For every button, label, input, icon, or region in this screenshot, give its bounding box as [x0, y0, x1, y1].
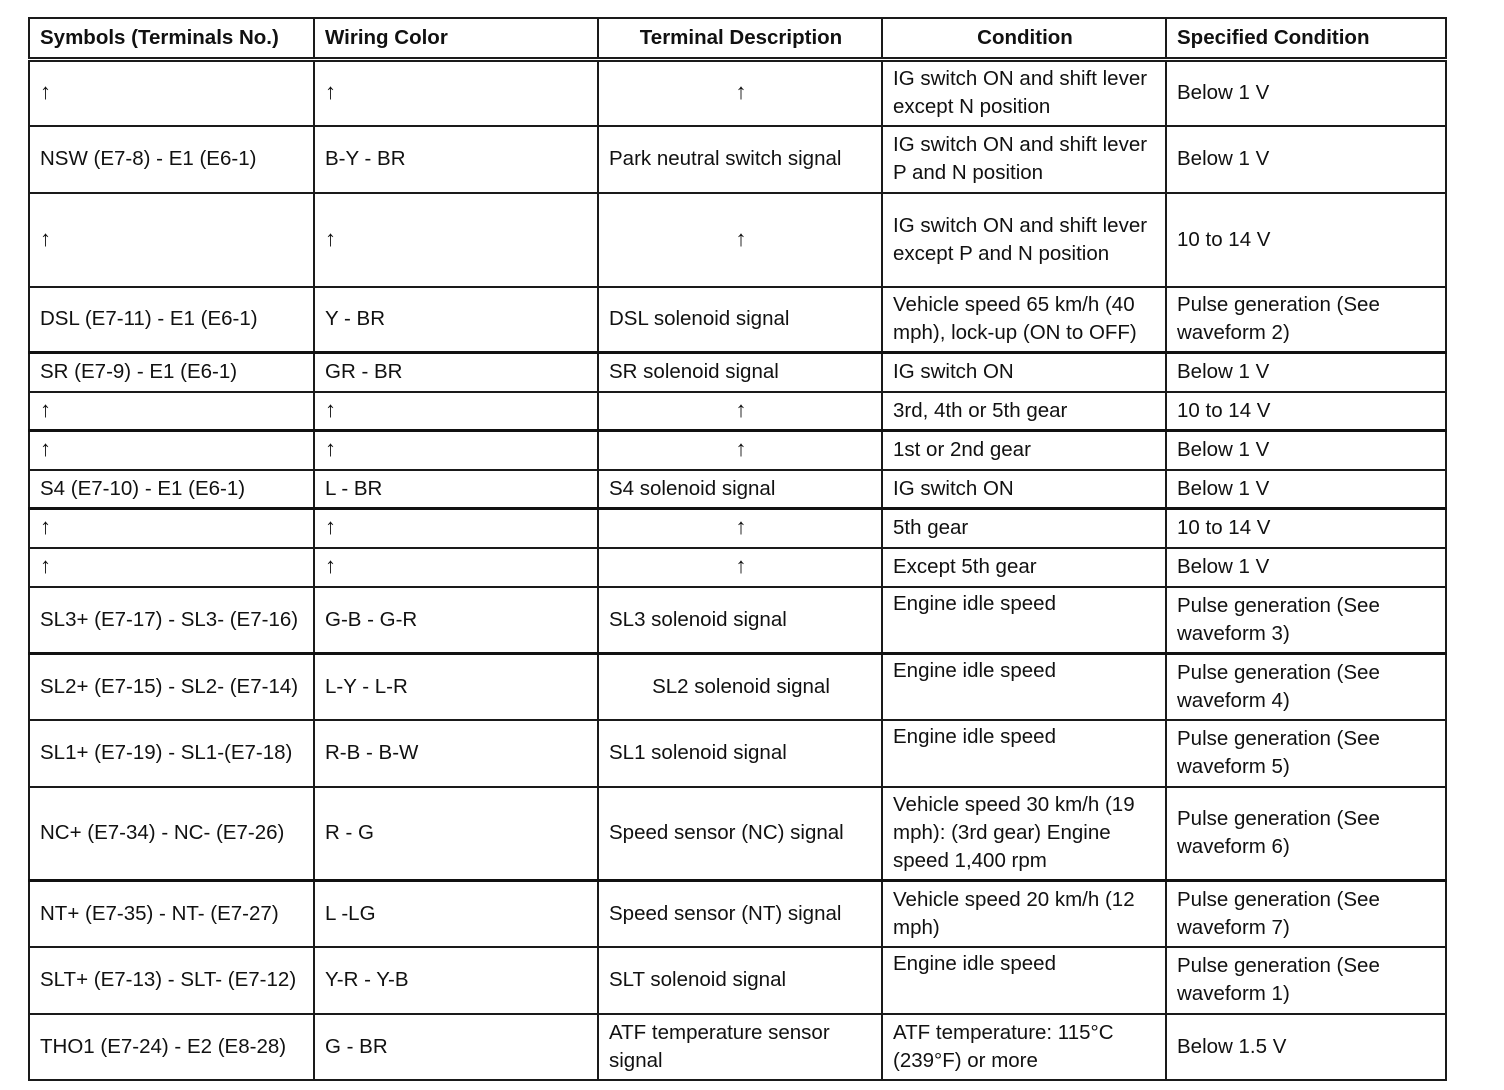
ditto-arrow-icon: ↑ [40, 553, 51, 578]
description-cell [598, 431, 882, 470]
ditto-arrow-icon: ↑ [40, 514, 51, 540]
specified-cell: Pulse generation (See waveform 4) [1166, 654, 1446, 720]
header-condition: Condition [882, 18, 1166, 60]
specified-cell: Pulse generation (See waveform 7) [1166, 881, 1446, 947]
symbols-cell [29, 60, 314, 126]
description-cell: SR solenoid signal [598, 353, 882, 392]
condition-cell: IG switch ON [882, 353, 1166, 392]
wiring-cell: R-B - B-W [314, 720, 598, 787]
description-cell: Park neutral switch signal [598, 126, 882, 193]
wiring-cell [314, 548, 598, 587]
description-cell [598, 193, 882, 287]
table-row [29, 787, 1446, 881]
specified-cell: 10 to 14 V [1166, 392, 1446, 431]
table-row [29, 720, 1446, 787]
ditto-arrow-icon: ↑ [325, 396, 336, 422]
table-row [29, 392, 1446, 431]
symbols-cell [29, 548, 314, 587]
specified-cell: Pulse generation (See waveform 2) [1166, 287, 1446, 353]
wiring-cell: GR - BR [314, 353, 598, 392]
specified-cell: Pulse generation (See waveform 6) [1166, 787, 1446, 881]
description-cell: ATF temperature sensor signal [598, 1014, 882, 1080]
condition-cell: Engine idle speed [882, 587, 1166, 654]
description-cell: SL1 solenoid signal [598, 720, 882, 787]
ditto-arrow-icon: ↑ [325, 79, 336, 105]
ditto-arrow-icon: ↑ [735, 396, 747, 422]
table-row [29, 470, 1446, 509]
header-symbols: Symbols (Terminals No.) [29, 18, 314, 60]
specified-cell: Below 1 V [1166, 431, 1446, 470]
description-cell: DSL solenoid signal [598, 287, 882, 353]
specified-cell: Pulse generation (See waveform 5) [1166, 720, 1446, 787]
description-cell: SLT solenoid signal [598, 947, 882, 1014]
terminal-spec-table [28, 17, 1447, 1081]
wiring-cell: L - BR [314, 470, 598, 509]
wiring-cell [314, 431, 598, 470]
ditto-arrow-icon: ↑ [735, 436, 747, 462]
condition-cell: Except 5th gear [882, 548, 1166, 587]
symbols-cell [29, 193, 314, 287]
ditto-arrow-icon: ↑ [325, 514, 336, 540]
condition-cell: Engine idle speed [882, 654, 1166, 720]
ditto-arrow-icon: ↑ [325, 225, 336, 251]
specified-cell: 10 to 14 V [1166, 509, 1446, 548]
wiring-cell: G-B - G-R [314, 587, 598, 654]
symbols-cell: SL3+ (E7-17) - SL3- (E7-16) [29, 587, 314, 654]
symbols-cell: SLT+ (E7-13) - SLT- (E7-12) [29, 947, 314, 1014]
symbols-cell: NT+ (E7-35) - NT- (E7-27) [29, 881, 314, 947]
symbols-cell: SR (E7-9) - E1 (E6-1) [29, 353, 314, 392]
symbols-cell: DSL (E7-11) - E1 (E6-1) [29, 287, 314, 353]
table-row [29, 60, 1446, 126]
table-row [29, 654, 1446, 720]
ditto-arrow-icon: ↑ [40, 225, 51, 251]
condition-cell: Engine idle speed [882, 720, 1166, 787]
description-cell [598, 548, 882, 587]
table-row [29, 353, 1446, 392]
specified-cell: Below 1 V [1166, 60, 1446, 126]
wiring-cell: L-Y - L-R [314, 654, 598, 720]
ditto-arrow-icon: ↑ [735, 79, 747, 105]
specified-cell: Pulse generation (See waveform 1) [1166, 947, 1446, 1014]
symbols-cell [29, 392, 314, 431]
symbols-cell: SL2+ (E7-15) - SL2- (E7-14) [29, 654, 314, 720]
condition-cell: Vehicle speed 65 km/h (40 mph), lock-up (ON to OFF) [882, 287, 1166, 353]
symbols-cell [29, 509, 314, 548]
ditto-arrow-icon: ↑ [40, 436, 51, 462]
table-row [29, 193, 1446, 287]
condition-cell: 3rd, 4th or 5th gear [882, 392, 1166, 431]
wiring-cell [314, 193, 598, 287]
condition-cell: IG switch ON and shift lever except N position [882, 60, 1166, 126]
description-cell: Speed sensor (NC) signal [598, 787, 882, 881]
wiring-cell [314, 60, 598, 126]
specified-cell: 10 to 14 V [1166, 193, 1446, 287]
specified-cell: Pulse generation (See waveform 3) [1166, 587, 1446, 654]
symbols-cell: SL1+ (E7-19) - SL1-(E7-18) [29, 720, 314, 787]
description-cell: Speed sensor (NT) signal [598, 881, 882, 947]
description-cell: S4 solenoid signal [598, 470, 882, 509]
condition-cell: IG switch ON and shift lever P and N position [882, 126, 1166, 193]
symbols-cell: NSW (E7-8) - E1 (E6-1) [29, 126, 314, 193]
condition-cell: 5th gear [882, 509, 1166, 548]
condition-cell: Vehicle speed 30 km/h (19 mph): (3rd gear) Engine speed 1,400 rpm [882, 787, 1166, 881]
symbols-cell: NC+ (E7-34) - NC- (E7-26) [29, 787, 314, 881]
ditto-arrow-icon: ↑ [735, 553, 747, 578]
description-cell [598, 392, 882, 431]
wiring-cell [314, 509, 598, 548]
specified-cell: Below 1 V [1166, 548, 1446, 587]
description-cell: SL2 solenoid signal [598, 654, 882, 720]
header-specified-condition: Specified Condition [1166, 18, 1446, 60]
header-wiring-color: Wiring Color [314, 18, 598, 60]
symbols-cell [29, 431, 314, 470]
condition-cell: ATF temperature: 115°C (239°F) or more [882, 1014, 1166, 1080]
description-cell [598, 60, 882, 126]
symbols-cell: S4 (E7-10) - E1 (E6-1) [29, 470, 314, 509]
table-row [29, 126, 1446, 193]
condition-cell: 1st or 2nd gear [882, 431, 1166, 470]
condition-cell: Engine idle speed [882, 947, 1166, 1014]
table-row [29, 509, 1446, 548]
condition-cell: IG switch ON and shift lever except P and N position [882, 193, 1166, 287]
table-row [29, 947, 1446, 1014]
table-row [29, 881, 1446, 947]
specified-cell: Below 1 V [1166, 470, 1446, 509]
wiring-cell: Y-R - Y-B [314, 947, 598, 1014]
wiring-cell: Y - BR [314, 287, 598, 353]
specified-cell: Below 1 V [1166, 126, 1446, 193]
header-terminal-description: Terminal Description [598, 18, 882, 60]
table-row [29, 587, 1446, 654]
ditto-arrow-icon: ↑ [325, 436, 336, 462]
condition-cell: IG switch ON [882, 470, 1166, 509]
wiring-cell: G - BR [314, 1014, 598, 1080]
ditto-arrow-icon: ↑ [735, 225, 747, 251]
specified-cell: Below 1.5 V [1166, 1014, 1446, 1080]
ditto-arrow-icon: ↑ [40, 396, 51, 422]
table-row [29, 1014, 1446, 1080]
table-row [29, 548, 1446, 587]
ditto-arrow-icon: ↑ [325, 553, 336, 578]
description-cell [598, 509, 882, 548]
header-row [29, 18, 1446, 60]
wiring-cell: L -LG [314, 881, 598, 947]
wiring-cell: B-Y - BR [314, 126, 598, 193]
ditto-arrow-icon: ↑ [735, 514, 747, 540]
wiring-cell: R - G [314, 787, 598, 881]
specified-cell: Below 1 V [1166, 353, 1446, 392]
condition-cell: Vehicle speed 20 km/h (12 mph) [882, 881, 1166, 947]
wiring-cell [314, 392, 598, 431]
description-cell: SL3 solenoid signal [598, 587, 882, 654]
ditto-arrow-icon: ↑ [40, 79, 51, 105]
table-row [29, 431, 1446, 470]
table-row [29, 287, 1446, 353]
symbols-cell: THO1 (E7-24) - E2 (E8-28) [29, 1014, 314, 1080]
